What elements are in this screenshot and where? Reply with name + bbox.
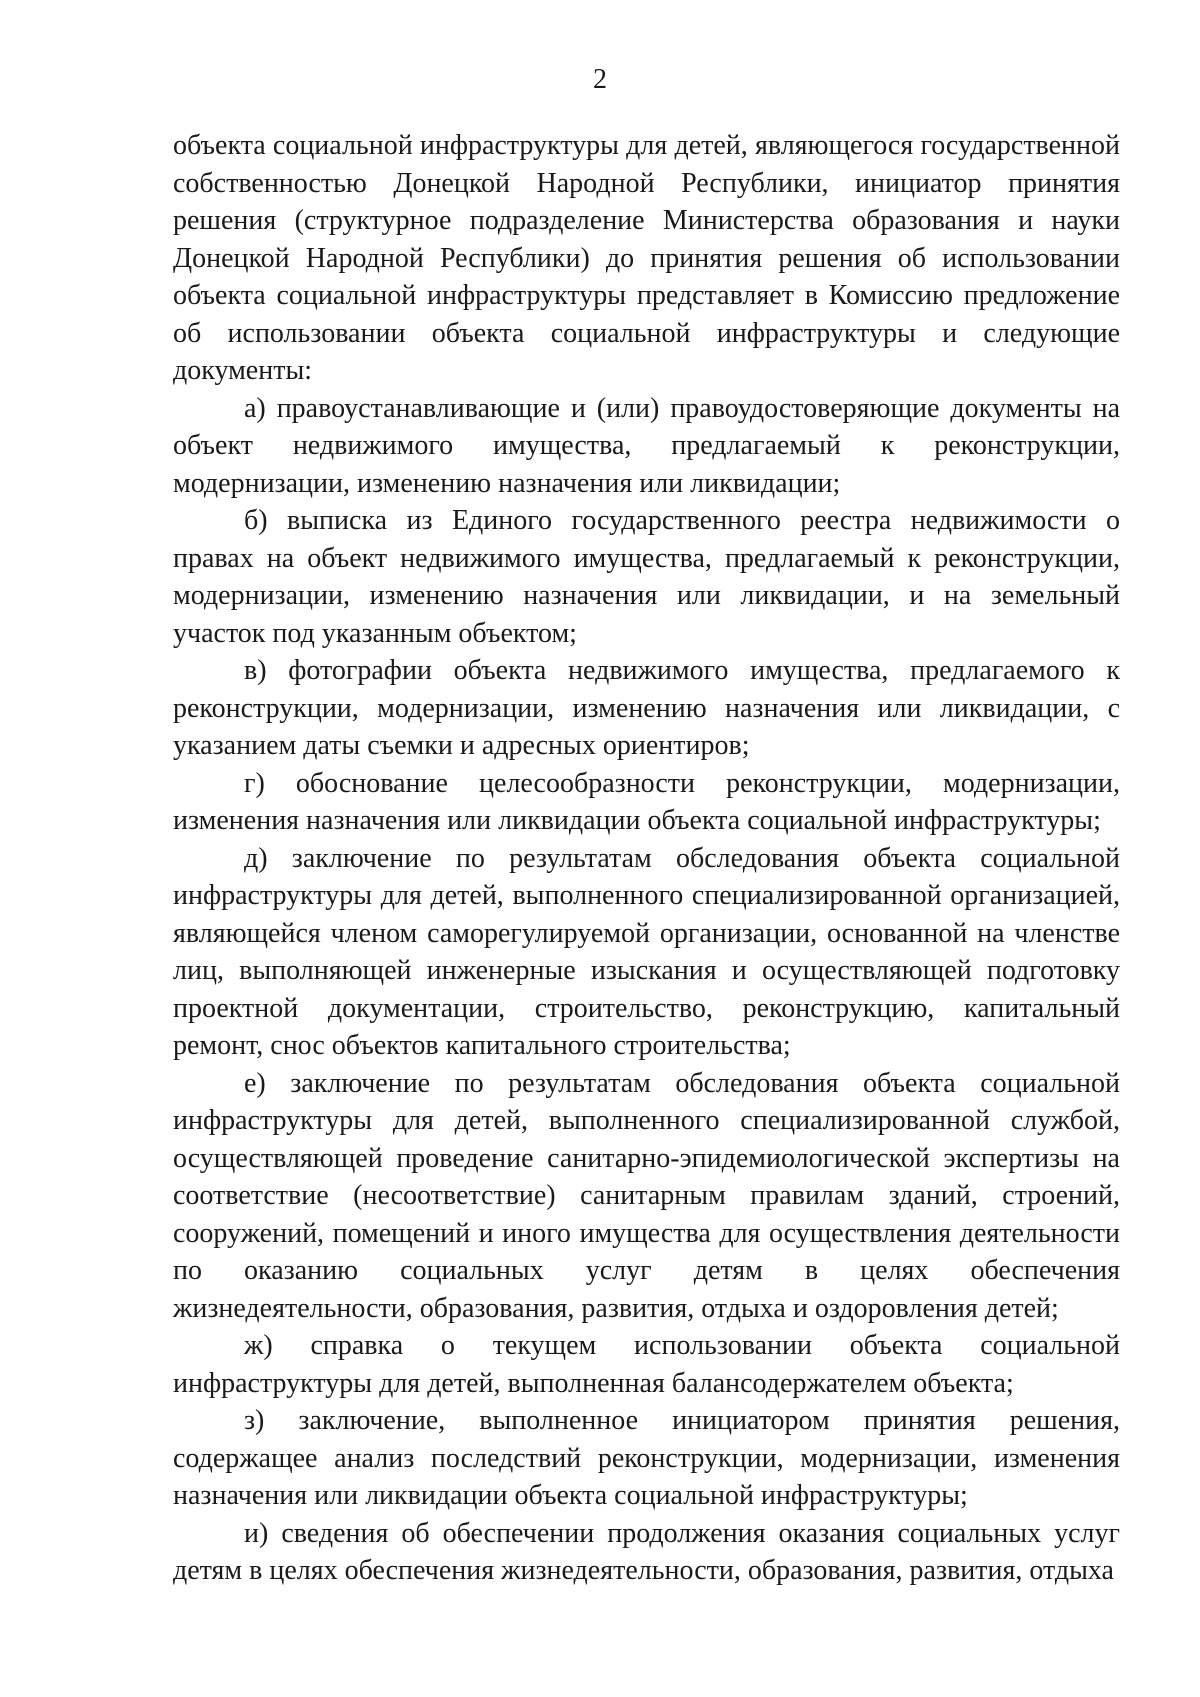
page-number: 2 (593, 64, 607, 95)
list-item-z: з) заключение, выполненное инициатором принятия решения, содержащее анализ последствий реконструкции, модернизации, изменения назначения или ликвидации объекта социальной инфраструктуры; (173, 1405, 1120, 1511)
list-item-e: е) заключение по результатам обследования объекта социальной инфраструктуры для детей, выполненного специализированной службой, осуществляющей проведение санитарно-эпидемиологической экспертизы на соответствие (несоответствие) санитарным правилам зданий, строений, сооружений, помещений и иного имущества для осуществления деятельности по оказанию социальных услуг детям в целях обеспечения жизнедеятельности, образования, развития, отдыха и оздоровления детей; (173, 1067, 1120, 1324)
list-item-v: в) фотографии объекта недвижимого имущества, предлагаемого к реконструкции, модернизации, изменению назначения или ликвидации, с указанием даты съемки и адресных ориентиров; (173, 655, 1120, 761)
document-body (173, 127, 1120, 1590)
list-item-b: б) выписка из Единого государственного реестра недвижимости о правах на объект недвижимого имущества, предлагаемый к реконструкции, модернизации, изменению назначения или ликвидации, и на земельный участок под указанным объектом; (173, 505, 1120, 649)
list-item-g: г) обоснование целесообразности реконструкции, модернизации, изменения назначения или ликвидации объекта социальной инфраструктуры; (173, 767, 1120, 836)
list-item-i: и) сведения об обеспечении продолжения оказания социальных услуг детям в целях обеспечения жизнедеятельности, образования, развития, отдыха (173, 1517, 1120, 1586)
paragraph-intro-continuation: объекта социальной инфраструктуры для детей, являющегося государственной собственностью Донецкой Народной Республики, инициатор принятия решения (структурное подразделение Министерства образования и науки Донецкой Народной Республики) до принятия решения об использовании объекта социальной инфраструктуры представляет в Комиссию предложение об использовании объекта социальной инфраструктуры и следующие документы: (173, 130, 1120, 386)
list-item-zh: ж) справка о текущем использовании объекта социальной инфраструктуры для детей, выполненная балансодержателем объекта; (173, 1330, 1120, 1399)
list-item-d: д) заключение по результатам обследования объекта социальной инфраструктуры для детей, выполненного специализированной организацией, являющейся членом саморегулируемой организации, основанной на членстве лиц, выполняющей инженерные изыскания и осуществляющей подготовку проектной документации, строительство, реконструкцию, капитальный ремонт, снос объектов капитального строительства; (173, 842, 1120, 1061)
list-item-a: а) правоустанавливающие и (или) правоудостоверяющие документы на объект недвижимого имущества, предлагаемый к реконструкции, модернизации, изменению назначения или ликвидации; (173, 392, 1120, 499)
